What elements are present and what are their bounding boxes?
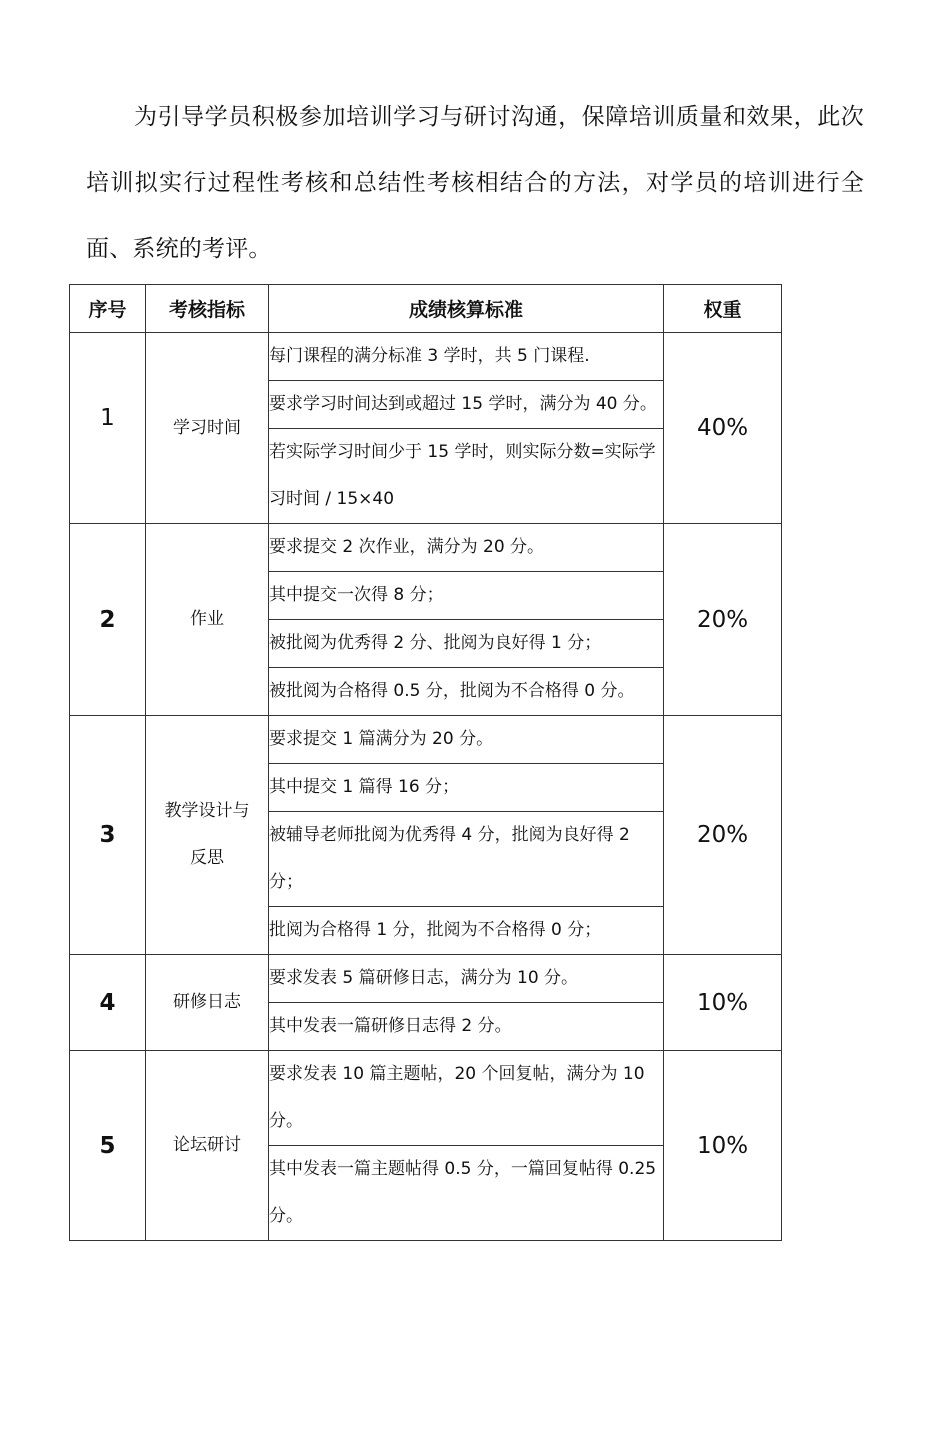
table-row: [70, 524, 782, 572]
header-indicator: 考核指标: [146, 285, 269, 333]
assessment-table: [69, 284, 782, 1241]
intro-paragraph: 为引导学员积极参加培训学习与研讨沟通，保障培训质量和效果，此次培训拟实行过程性考核和总结性考核相结合的方法，对学员的培训进行全面、系统的考评。: [86, 104, 864, 262]
row-number: 1: [70, 333, 146, 524]
criteria-cell: 被批阅为合格得 0.5 分，批阅为不合格得 0 分。: [269, 668, 664, 716]
table-row: [70, 955, 782, 1003]
row-indicator: 论坛研讨: [146, 1051, 269, 1241]
row-number: 4: [70, 955, 146, 1051]
row-number: 5: [70, 1051, 146, 1241]
criteria-cell: 其中提交一次得 8 分；: [269, 572, 664, 620]
row-indicator: 学习时间: [146, 333, 269, 524]
row-weight: 10%: [664, 955, 782, 1051]
row-weight: 20%: [664, 716, 782, 955]
row-number: 2: [70, 524, 146, 716]
criteria-cell: 要求提交 2 次作业，满分为 20 分。: [269, 524, 664, 572]
row-indicator: 作业: [146, 524, 269, 716]
row-indicator-text: 教学设计与反思: [164, 801, 250, 868]
header-weight: 权重: [664, 285, 782, 333]
criteria-cell: 被辅导老师批阅为优秀得 4 分，批阅为良好得 2 分；: [269, 812, 664, 907]
criteria-cell: 每门课程的满分标准 3 学时，共 5 门课程.: [269, 333, 664, 381]
criteria-cell: 要求发表 10 篇主题帖，20 个回复帖，满分为 10 分。: [269, 1051, 664, 1146]
criteria-cell: 批阅为合格得 1 分，批阅为不合格得 0 分；: [269, 907, 664, 955]
criteria-cell: 其中发表一篇研修日志得 2 分。: [269, 1003, 664, 1051]
row-number: 3: [70, 716, 146, 955]
criteria-cell: 要求发表 5 篇研修日志，满分为 10 分。: [269, 955, 664, 1003]
criteria-cell: 其中提交 1 篇得 16 分；: [269, 764, 664, 812]
criteria-cell: 要求学习时间达到或超过 15 学时，满分为 40 分。: [269, 381, 664, 429]
table-header-row: [70, 285, 782, 333]
criteria-cell: 其中发表一篇主题帖得 0.5 分，一篇回复帖得 0.25 分。: [269, 1146, 664, 1241]
table-row: [70, 333, 782, 381]
criteria-cell: 被批阅为优秀得 2 分、批阅为良好得 1 分；: [269, 620, 664, 668]
table-row: [70, 716, 782, 764]
row-indicator: 研修日志: [146, 955, 269, 1051]
criteria-cell: 要求提交 1 篇满分为 20 分。: [269, 716, 664, 764]
row-weight: 40%: [664, 333, 782, 524]
table-row: [70, 1051, 782, 1146]
row-weight: 20%: [664, 524, 782, 716]
criteria-cell: 若实际学习时间少于 15 学时，则实际分数=实际学习时间 / 15×40: [269, 429, 664, 524]
row-weight: 10%: [664, 1051, 782, 1241]
header-num: 序号: [70, 285, 146, 333]
header-criteria: 成绩核算标准: [269, 285, 664, 333]
row-indicator: [146, 716, 269, 955]
